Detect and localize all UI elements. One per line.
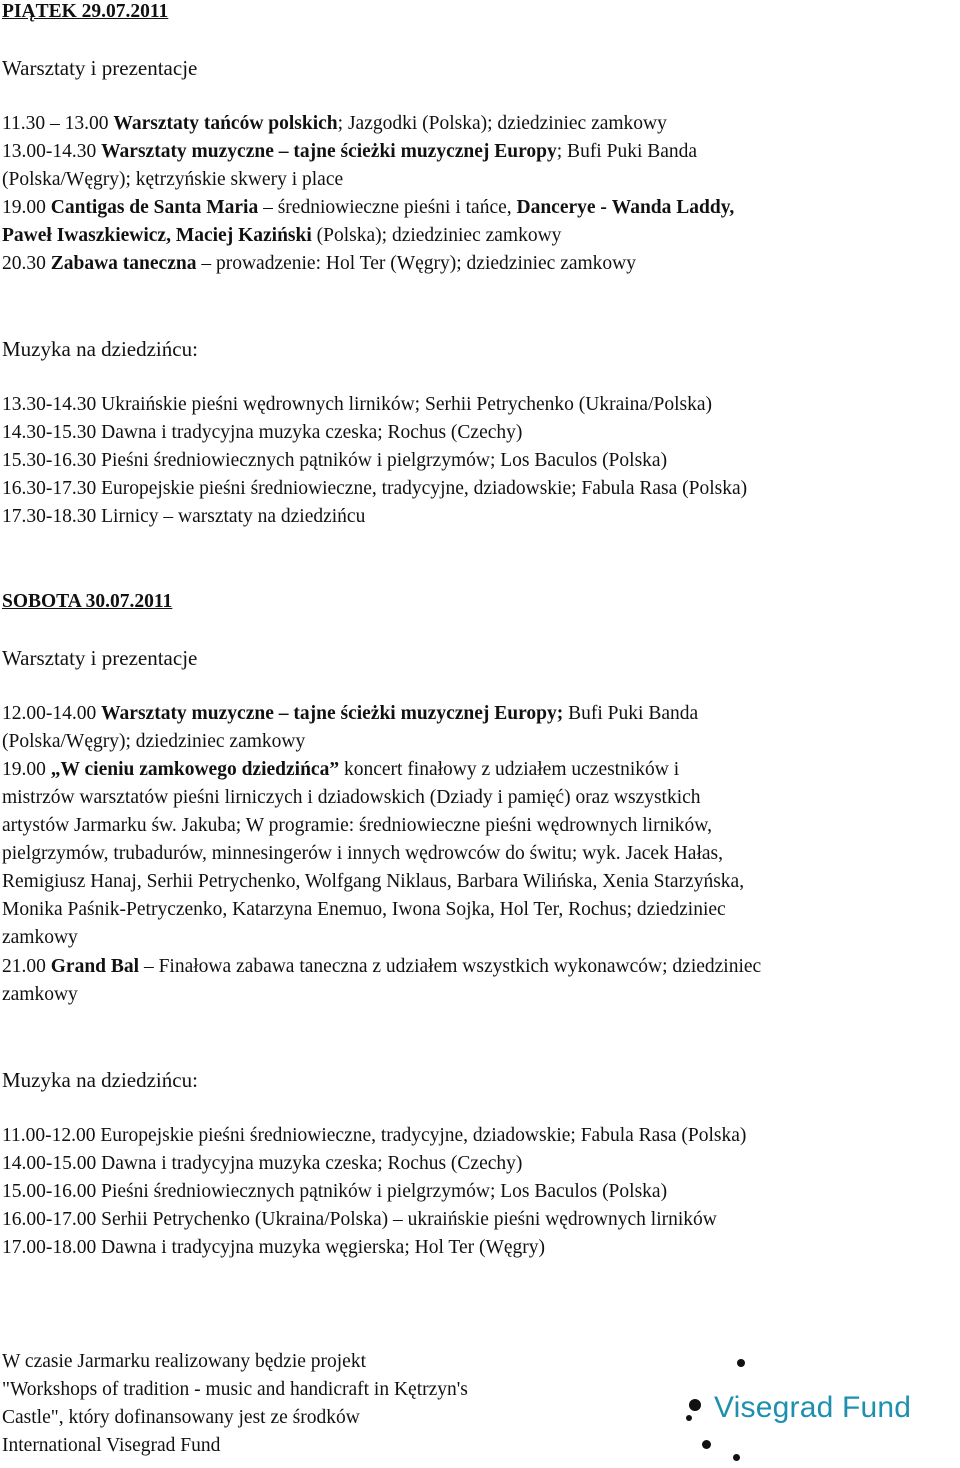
friday-workshop-2-cont: (Polska/Węgry); kętrzyńskie skwery i place <box>2 169 344 190</box>
friday-workshop-3: 19.00 Cantigas de Santa Maria – średniowieczne pieśni i tańce, Danceryе - Wanda Laddy, <box>2 197 735 218</box>
friday-workshop-4: 20.30 Zabawa taneczna – prowadzenie: Hol Ter (Węgry); dziedziniec zamkowy <box>2 253 637 274</box>
saturday-music-item: 15.00-16.00 Pieśni średniowiecznych pątników i pielgrzymów; Los Baculos (Polska) <box>2 1181 668 1202</box>
saturday-workshop-1-cont: (Polska/Węgry); dziedziniec zamkowy <box>2 731 306 752</box>
friday-music-item: 17.30-18.30 Lirnicy – warsztaty na dziedzińcu <box>2 506 366 527</box>
saturday-music-item: 17.00-18.00 Dawna i tradycyjna muzyka węgierska; Hol Ter (Węgry) <box>2 1237 546 1258</box>
saturday-workshop-2-cont: artystów Jarmarku św. Jakuba; W programie: średniowieczne pieśni wędrownych lirników, <box>2 815 712 836</box>
saturday-workshop-3-cont: zamkowy <box>2 984 78 1005</box>
saturday-workshop-2: 19.00 „W cieniu zamkowego dziedzińca” koncert finałowy z udziałem uczestników i <box>2 759 680 780</box>
friday-music-item: 15.30-16.30 Pieśni średniowiecznych pątników i pielgrzymów; Los Baculos (Polska) <box>2 450 668 471</box>
saturday-music-item: 11.00-12.00 Europejskie pieśni średniowieczne, tradycyjne, dziadowskie; Fabula Rasa (Polska) <box>2 1125 747 1146</box>
saturday-workshop-2-cont: zamkowy <box>2 927 78 948</box>
footer-line: International Visegrad Fund <box>2 1435 221 1456</box>
friday-workshops-heading: Warsztaty i prezentacje <box>2 56 198 80</box>
saturday-music-heading: Muzyka na dziedzińcu: <box>2 1068 198 1092</box>
footer-line: "Workshops of tradition - music and handicraft in Kętrzyn's <box>2 1379 468 1400</box>
logo-dot-icon <box>689 1399 701 1411</box>
logo-text: Visegrad Fund <box>714 1391 912 1424</box>
friday-music-item: 16.30-17.30 Europejskie pieśni średniowieczne, tradycyjne, dziadowskie; Fabula Rasa (Polska) <box>2 478 748 499</box>
friday-music-heading: Muzyka na dziedzińcu: <box>2 337 198 361</box>
saturday-workshop-2-cont: mistrzów warsztatów pieśni lirniczych i dziadowskich (Dziady i pamięć) oraz wszystkich <box>2 787 701 808</box>
saturday-date-heading: SOBOTA 30.07.2011 <box>2 591 173 612</box>
friday-workshop-2: 13.00-14.30 Warsztaty muzyczne – tajne ścieżki muzycznej Europy; Bufi Puki Banda <box>2 141 698 162</box>
saturday-workshops-heading: Warsztaty i prezentacje <box>2 646 198 670</box>
footer-line: W czasie Jarmarku realizowany będzie projekt <box>2 1351 367 1372</box>
logo-dot-icon <box>733 1454 740 1461</box>
friday-workshop-1: 11.30 – 13.00 Warsztaty tańców polskich; Jazgodki (Polska); dziedziniec zamkowy <box>2 113 667 134</box>
logo-dot-icon <box>686 1415 692 1421</box>
friday-music-item: 14.30-15.30 Dawna i tradycyjna muzyka czeska; Rochus (Czechy) <box>2 422 523 443</box>
saturday-music-item: 14.00-15.00 Dawna i tradycyjna muzyka czeska; Rochus (Czechy) <box>2 1153 523 1174</box>
saturday-music-item: 16.00-17.00 Serhii Petrychenko (Ukraina/Polska) – ukraińskie pieśni wędrownych lirników <box>2 1209 717 1230</box>
saturday-workshop-2-cont: Monika Paśnik-Petryczenko, Katarzyna Enemuo, Iwona Sojka, Hol Ter, Rochus; dziedziniec <box>2 899 726 920</box>
friday-workshop-3-cont: Paweł Iwaszkiewicz, Maciej Kaziński (Polska); dziedziniec zamkowy <box>2 225 562 246</box>
friday-music-item: 13.30-14.30 Ukraińskie pieśni wędrownych lirników; Serhii Petrychenko (Ukraina/Polska) <box>2 394 712 415</box>
visegrad-fund-logo <box>692 1355 932 1463</box>
logo-dot-icon <box>737 1359 745 1367</box>
saturday-workshop-2-cont: pielgrzymów, trubadurów, minnesingerów i innych wędrowców do świtu; wyk. Jacek Hałas, <box>2 843 723 864</box>
friday-date-heading: PIĄTEK 29.07.2011 <box>2 1 169 22</box>
footer-line: Castle", który dofinansowany jest ze środków <box>2 1407 360 1428</box>
saturday-workshop-2-cont: Remigiusz Hanaj, Serhii Petrychenko, Wolfgang Niklaus, Barbara Wilińska, Xenia Starzyńska, <box>2 871 745 892</box>
logo-dot-icon <box>702 1440 711 1449</box>
saturday-workshop-3: 21.00 Grand Bal – Finałowa zabawa taneczna z udziałem wszystkich wykonawców; dziedziniec <box>2 956 762 977</box>
saturday-workshop-1: 12.00-14.00 Warsztaty muzyczne – tajne ścieżki muzycznej Europy; Bufi Puki Banda <box>2 703 699 724</box>
